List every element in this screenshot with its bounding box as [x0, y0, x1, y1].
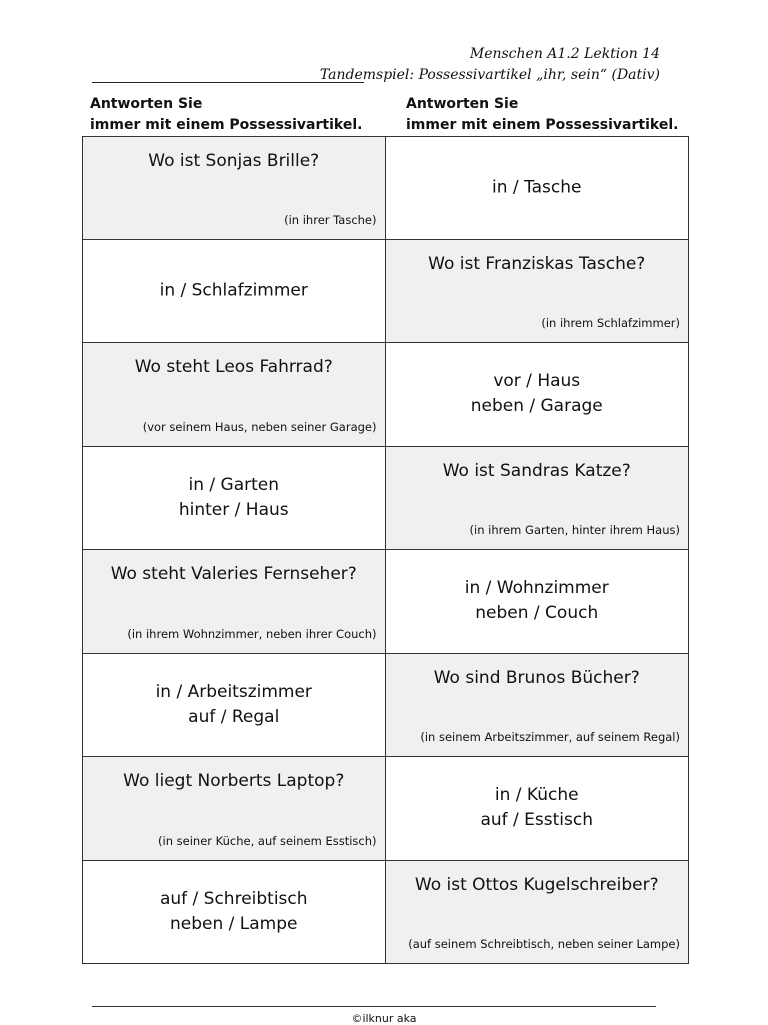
prompt-text: [83, 887, 385, 937]
question-card: [386, 240, 690, 344]
prompt-card: [386, 343, 690, 447]
instruction-left-line1: Antworten Sie: [90, 96, 203, 112]
question-text: Wo ist Franziskas Tasche?: [428, 253, 646, 274]
question-card: [386, 447, 690, 551]
card-row: [82, 136, 689, 240]
worksheet-subtitle: Tandemspiel: Possessivartikel „ihr, sein“ (Dativ): [319, 67, 660, 83]
prompt-line: in / Wohnzimmer: [464, 578, 609, 599]
prompt-line: neben / Garage: [470, 396, 603, 417]
prompt-card: [82, 861, 386, 965]
answer-hint: (in ihrem Schlafzimmer): [541, 316, 680, 330]
question-card: [386, 654, 690, 758]
answer-hint: (in ihrem Garten, hinter ihrem Haus): [469, 523, 680, 537]
prompt-line: in / Tasche: [492, 177, 582, 198]
prompt-line: auf / Schreibtisch: [159, 888, 308, 909]
prompt-line: in / Garten: [188, 474, 279, 495]
prompt-line: neben / Couch: [475, 603, 599, 624]
card-row: [82, 447, 689, 551]
card-row: [82, 757, 689, 861]
answer-hint: (in seinem Arbeitszimmer, auf seinem Regal): [420, 730, 680, 744]
prompt-card: [386, 136, 690, 240]
prompt-line: in / Arbeitszimmer: [155, 681, 312, 702]
question-text: Wo ist Sonjas Brille?: [148, 151, 320, 171]
instruction-right-line1: Antworten Sie: [406, 96, 519, 112]
prompt-card: [386, 757, 690, 861]
prompt-text: [83, 278, 385, 303]
question-card: [82, 343, 386, 447]
question-text: Wo steht Valeries Fernseher?: [110, 564, 357, 584]
question-text: Wo ist Ottos Kugelschreiber?: [414, 874, 659, 895]
copyright-notice: ©ilknur aka: [351, 1012, 417, 1025]
prompt-card: [82, 654, 386, 758]
question-text: Wo liegt Norberts Laptop?: [123, 771, 345, 791]
card-row: [82, 861, 689, 965]
question-card: [82, 550, 386, 654]
prompt-card: [82, 447, 386, 551]
prompt-text: [386, 576, 689, 626]
prompt-text: [386, 369, 689, 419]
prompt-line: auf / Regal: [188, 706, 280, 727]
card-row: [82, 550, 689, 654]
prompt-text: [83, 473, 385, 523]
prompt-text: [386, 783, 689, 833]
worksheet-series-title: Menschen A1.2 Lektion 14: [469, 46, 660, 62]
answer-hint: (in seiner Küche, auf seinem Esstisch): [158, 833, 377, 848]
prompt-line: vor / Haus: [493, 371, 581, 392]
instruction-left-line2: immer mit einem Possessivartikel.: [90, 117, 363, 133]
prompt-line: hinter / Haus: [178, 499, 289, 520]
answer-hint: (in ihrer Tasche): [284, 212, 377, 227]
question-text: Wo steht Leos Fahrrad?: [134, 357, 333, 377]
question-text: Wo sind Brunos Bücher?: [433, 667, 640, 688]
question-text: Wo ist Sandras Katze?: [442, 460, 631, 481]
tandem-card-grid: [82, 136, 689, 964]
prompt-text: [83, 680, 385, 730]
question-card: [82, 757, 386, 861]
question-card: [386, 861, 690, 965]
instruction-right-line2: immer mit einem Possessivartikel.: [406, 117, 679, 133]
prompt-card: [386, 550, 690, 654]
card-row: [82, 654, 689, 758]
card-row: [82, 240, 689, 344]
prompt-card: [82, 240, 386, 344]
card-row: [82, 343, 689, 447]
prompt-text: [386, 175, 689, 200]
question-card: [82, 136, 386, 240]
prompt-line: in / Schlafzimmer: [159, 280, 308, 301]
prompt-line: auf / Esstisch: [480, 810, 594, 831]
instruction-left: [90, 94, 362, 136]
prompt-line: in / Küche: [494, 785, 579, 806]
instruction-right: [406, 94, 678, 136]
footer-divider: [92, 1006, 656, 1007]
answer-hint: (auf seinem Schreibtisch, neben seiner Lampe): [408, 937, 680, 951]
name-line: [92, 82, 364, 83]
answer-hint: (in ihrem Wohnzimmer, neben ihrer Couch): [127, 626, 377, 641]
answer-hint: (vor seinem Haus, neben seiner Garage): [142, 419, 377, 434]
prompt-line: neben / Lampe: [170, 913, 298, 934]
